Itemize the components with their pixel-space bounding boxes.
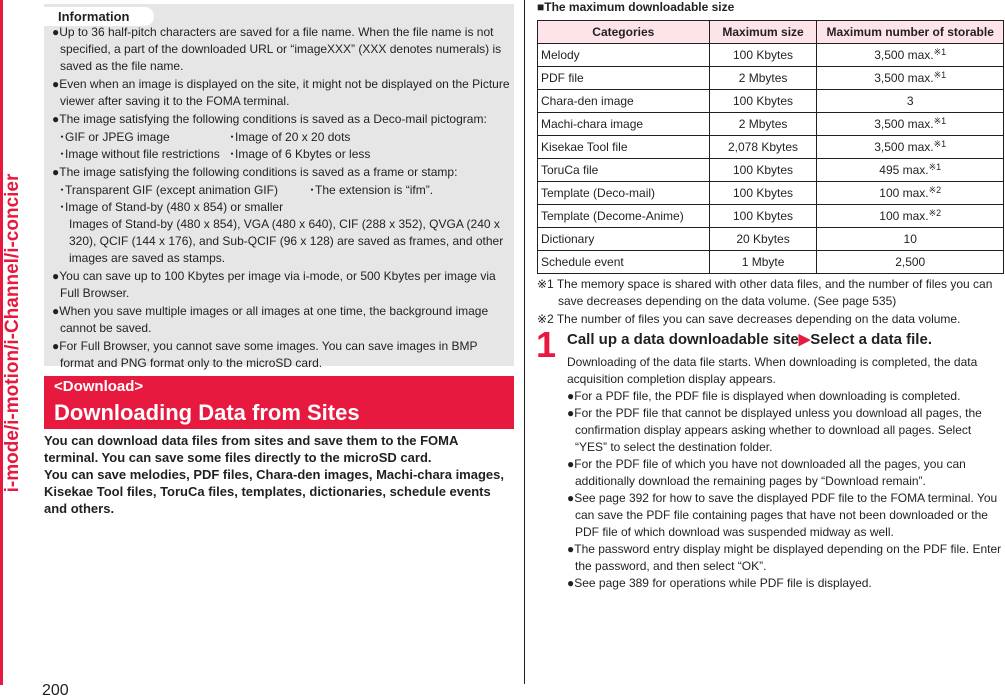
step-title-part2: Select a data file. <box>810 331 932 348</box>
information-text <box>52 24 512 373</box>
info-bullet-1: ●Up to 36 half-pitch characters are saved for a file name. When the file name is not specified, a part of the downloaded URL or “imageXXX” (XXX denotes numerals) is saved as the file name. <box>52 25 502 73</box>
note-mark: ※1 <box>933 70 947 80</box>
cell-number: 2,500 <box>817 251 1004 274</box>
table-row <box>538 251 1004 274</box>
note-mark: ※1 <box>933 47 947 57</box>
cell-category: Chara-den image <box>538 90 710 113</box>
condition-transparent-gif: ･Transparent GIF (except animation GIF) <box>59 183 278 197</box>
cell-size: 2 Mbytes <box>709 67 817 90</box>
cell-size: 100 Kbytes <box>709 159 817 182</box>
cell-number: 100 max.$^{※2}$ <box>817 205 1004 228</box>
table-header-row <box>538 21 1004 44</box>
condition-standby-size: ･Image of Stand-by (480 x 854) or smaller <box>59 200 284 214</box>
condition-ifm: ･The extension is “ifm”. <box>309 183 434 197</box>
side-tab <box>0 0 27 685</box>
cell-size: 2 Mbytes <box>709 113 817 136</box>
table-row <box>538 182 1004 205</box>
cell-size: 2,078 Kbytes <box>709 136 817 159</box>
cell-size: 100 Kbytes <box>709 182 817 205</box>
condition-no-restrictions: ･Image without file restrictions <box>59 147 220 161</box>
page-number: 200 <box>42 682 69 699</box>
arrow-right-icon: ▶ <box>798 331 811 348</box>
table-row <box>538 67 1004 90</box>
step-number: 1 <box>536 324 557 365</box>
note-mark: ※2 <box>928 208 942 218</box>
cell-category: ToruCa file <box>538 159 710 182</box>
info-bullet-3: ●The image satisfying the following conditions is saved as a Deco-mail pictogram: <box>52 112 487 126</box>
table-notes <box>537 276 1002 329</box>
info-bullet-4: ●The image satisfying the following conditions is saved as a frame or stamp: <box>52 165 458 179</box>
cell-number: 3,500 max.$^{※1}$ <box>817 67 1004 90</box>
step-title <box>567 330 932 349</box>
cell-number: 3,500 max.$^{※1}$ <box>817 113 1004 136</box>
table-row <box>538 113 1004 136</box>
cell-number: 10 <box>817 228 1004 251</box>
section-header <box>44 376 514 429</box>
cell-number: 3,500 max.$^{※1}$ <box>817 136 1004 159</box>
info-bullet-5: ●You can save up to 100 Kbytes per image via i-mode, or 500 Kbytes per image via Full Browser. <box>52 269 496 300</box>
info-bullet-2: ●Even when an image is displayed on the site, it might not be displayed on the Picture viewer after saving it to the FOMA terminal. <box>52 77 510 108</box>
table-title: ■The maximum downloadable size <box>537 0 735 14</box>
max-size-table <box>537 20 1004 274</box>
info-bullet-4-conditions-row1 <box>59 182 512 199</box>
info-bullet-4-detail: Images of Stand-by (480 x 854), VGA (480 x 640), CIF (288 x 352), QVGA (240 x 320), QCIF (144 x 176), and Sub-QCIF (96 x 128) are saved as frames, and other images are saved as stamps. <box>69 217 504 265</box>
table-row <box>538 159 1004 182</box>
header-categories: Categories <box>538 21 710 44</box>
info-bullet-3-conditions-row1 <box>59 129 512 146</box>
cell-size: 100 Kbytes <box>709 205 817 228</box>
table-row <box>538 136 1004 159</box>
cell-size: 1 Mbyte <box>709 251 817 274</box>
step-bullet-5: ●The password entry display might be displayed depending on the PDF file. Enter the password, and then select “OK”. <box>567 542 1002 573</box>
note-1: ※1 The memory space is shared with other data files, and the number of files you can save decreases depending on the data volume. (See page 535) <box>537 277 993 308</box>
step-bullet-6: ●See page 389 for operations while PDF file is displayed. <box>567 576 872 590</box>
cell-category: Template (Decome-Anime) <box>538 205 710 228</box>
step-bullet-3: ●For the PDF file of which you have not downloaded all the pages, you can additionally download the remaining pages by “Download remain”. <box>567 457 966 488</box>
section-intro <box>44 432 512 517</box>
step-title-part1: Call up a data downloadable site <box>567 331 799 348</box>
note-mark: ※1 <box>933 139 947 149</box>
info-bullet-3-conditions-row2 <box>59 146 512 163</box>
condition-gif-jpeg: ･GIF or JPEG image <box>59 130 170 144</box>
information-box <box>44 4 514 370</box>
cell-number: 3,500 max.$^{※1}$ <box>817 44 1004 67</box>
step-bullet-4: ●See page 392 for how to save the displayed PDF file to the FOMA terminal. You can save the PDF file containing pages that have not been downloaded or the PDF file of which download was suspended midway as well. <box>567 491 998 539</box>
cell-category: Dictionary <box>538 228 710 251</box>
step-intro: Downloading of the data file starts. When downloading is completed, the data acquisition completion display appears. <box>567 355 978 386</box>
cell-size: 20 Kbytes <box>709 228 817 251</box>
side-tab-label: i-mode/i-motion/i-Channel/i-concier <box>2 173 23 493</box>
intro-paragraph-2: You can save melodies, PDF files, Chara-den images, Machi-chara images, Kisekae Tool files, ToruCa files, templates, dictionaries, schedule events and others. <box>44 467 504 516</box>
table-row <box>538 228 1004 251</box>
cell-category: Template (Deco-mail) <box>538 182 710 205</box>
note-mark: ※1 <box>928 162 942 172</box>
section-tag: <Download> <box>54 378 144 395</box>
cell-number: 495 max.$^{※1}$ <box>817 159 1004 182</box>
info-bullet-6: ●When you save multiple images or all images at one time, the background image cannot be saved. <box>52 304 489 335</box>
cell-category: PDF file <box>538 67 710 90</box>
cell-category: Machi-chara image <box>538 113 710 136</box>
cell-category: Melody <box>538 44 710 67</box>
column-divider <box>524 0 525 684</box>
header-maximum-size: Maximum size <box>709 21 817 44</box>
table-row <box>538 90 1004 113</box>
note-mark: ※1 <box>933 116 947 126</box>
information-heading: Information <box>44 7 154 26</box>
step-bullet-2: ●For the PDF file that cannot be displayed unless you download all pages, the confirmation display appears asking whether to download all pages. Select “YES” to select the destination folder. <box>567 406 982 454</box>
note-2: ※2 The number of files you can save decreases depending on the data volume. <box>537 312 961 326</box>
condition-6kb: ･Image of 6 Kbytes or less <box>229 147 371 161</box>
step-bullet-1: ●For a PDF file, the PDF file is displayed when downloading is completed. <box>567 389 961 403</box>
step-body <box>567 354 1003 592</box>
cell-size: 100 Kbytes <box>709 44 817 67</box>
cell-number: 3 <box>817 90 1004 113</box>
header-maximum-number: Maximum number of storable <box>817 21 1004 44</box>
cell-size: 100 Kbytes <box>709 90 817 113</box>
info-bullet-4-conditions-row2 <box>59 199 512 216</box>
section-title: Downloading Data from Sites <box>54 400 360 425</box>
cell-number: 100 max.$^{※2}$ <box>817 182 1004 205</box>
info-bullet-7: ●For Full Browser, you cannot save some images. You can save images in BMP format and PNG format only to the microSD card. <box>52 339 478 370</box>
condition-20x20: ･Image of 20 x 20 dots <box>229 130 351 144</box>
cell-category: Kisekae Tool file <box>538 136 710 159</box>
cell-category: Schedule event <box>538 251 710 274</box>
note-mark: ※2 <box>928 185 942 195</box>
intro-paragraph-1: You can download data files from sites and save them to the FOMA terminal. You can save some files directly to the microSD card. <box>44 433 458 465</box>
table-row <box>538 44 1004 67</box>
table-row <box>538 205 1004 228</box>
